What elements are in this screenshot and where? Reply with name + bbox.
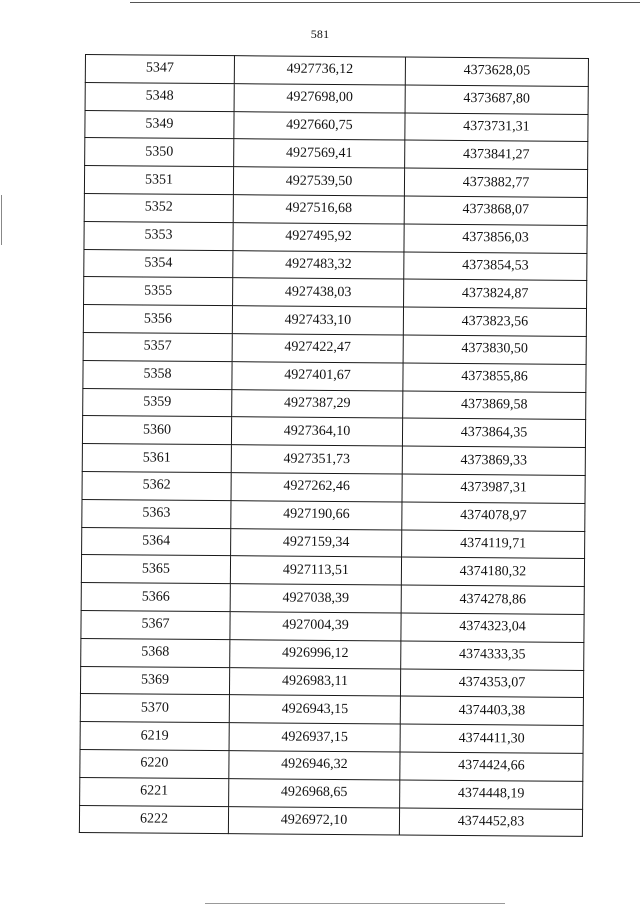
- y-coordinate-cell: 4373869,33: [402, 446, 585, 475]
- y-coordinate-cell: 4374278,86: [401, 585, 584, 614]
- point-number-cell: 5355: [84, 277, 233, 306]
- table-row: [80, 749, 583, 781]
- point-number-cell: 5363: [82, 499, 231, 528]
- table-row: [79, 805, 582, 837]
- table-row: [85, 55, 588, 87]
- x-coordinate-cell: 4927038,39: [230, 584, 401, 613]
- y-coordinate-cell: 4373824,87: [404, 279, 587, 308]
- point-number-cell: 5350: [85, 138, 234, 167]
- x-coordinate-cell: 4926946,32: [229, 751, 400, 780]
- x-coordinate-cell: 4927113,51: [230, 556, 401, 585]
- point-number-cell: 5360: [82, 416, 231, 445]
- point-number-cell: 5348: [85, 82, 234, 111]
- table-row: [81, 638, 584, 670]
- x-coordinate-cell: 4926968,65: [229, 778, 400, 807]
- x-coordinate-cell: 4927483,32: [233, 250, 404, 279]
- y-coordinate-cell: 4373687,80: [405, 85, 588, 114]
- x-coordinate-cell: 4927422,47: [232, 334, 403, 363]
- table-row: [85, 82, 588, 114]
- point-number-cell: 5367: [81, 610, 230, 639]
- x-coordinate-cell: 4927004,39: [230, 612, 401, 641]
- x-coordinate-cell: 4926996,12: [230, 639, 401, 668]
- table-row: [84, 221, 587, 253]
- y-coordinate-cell: 4373864,35: [402, 418, 585, 447]
- y-coordinate-cell: 4374323,04: [401, 613, 584, 642]
- x-coordinate-cell: 4927433,10: [232, 306, 403, 335]
- page-number: 581: [310, 27, 330, 41]
- left-edge-mark: [1, 195, 2, 245]
- point-number-cell: 5349: [85, 110, 234, 139]
- y-coordinate-cell: 4374411,30: [400, 724, 583, 753]
- table-body: [79, 55, 588, 837]
- y-coordinate-cell: 4374424,66: [400, 752, 583, 781]
- y-coordinate-cell: 4373823,56: [403, 307, 586, 336]
- coordinates-table: [79, 54, 589, 837]
- point-number-cell: 5352: [84, 193, 233, 222]
- point-number-cell: 5364: [82, 527, 231, 556]
- x-coordinate-cell: 4926937,15: [229, 723, 400, 752]
- x-coordinate-cell: 4927351,73: [231, 445, 402, 474]
- x-coordinate-cell: 4927438,03: [233, 278, 404, 307]
- x-coordinate-cell: 4926972,10: [228, 806, 399, 835]
- y-coordinate-cell: 4373841,27: [405, 140, 588, 169]
- point-number-cell: 5370: [80, 694, 229, 723]
- x-coordinate-cell: 4927387,29: [232, 389, 403, 418]
- table-row: [80, 694, 583, 726]
- point-number-cell: 6219: [80, 722, 229, 751]
- bottom-edge-rule: [205, 903, 505, 904]
- point-number-cell: 5354: [84, 249, 233, 278]
- y-coordinate-cell: 4374078,97: [402, 502, 585, 531]
- x-coordinate-cell: 4927516,68: [233, 195, 404, 224]
- point-number-cell: 5366: [81, 583, 230, 612]
- point-number-cell: 5368: [81, 638, 230, 667]
- point-number-cell: 5353: [84, 221, 233, 250]
- point-number-cell: 5357: [83, 332, 232, 361]
- y-coordinate-cell: 4373869,58: [403, 391, 586, 420]
- point-number-cell: 5358: [83, 360, 232, 389]
- point-number-cell: 5359: [83, 388, 232, 417]
- point-number-cell: 5347: [85, 55, 234, 84]
- point-number-cell: 5369: [80, 666, 229, 695]
- x-coordinate-cell: 4927190,66: [231, 500, 402, 529]
- table-row: [81, 610, 584, 642]
- point-number-cell: 6220: [80, 749, 229, 778]
- x-coordinate-cell: 4927364,10: [231, 417, 402, 446]
- x-coordinate-cell: 4927495,92: [233, 222, 404, 251]
- x-coordinate-cell: 4926983,11: [229, 667, 400, 696]
- table-row: [84, 193, 587, 225]
- table-row: [84, 277, 587, 309]
- coordinates-table-container: [79, 54, 585, 837]
- y-coordinate-cell: 4373731,31: [405, 113, 588, 142]
- x-coordinate-cell: 4927736,12: [234, 56, 405, 85]
- point-number-cell: 5365: [81, 555, 230, 584]
- point-number-cell: 5362: [82, 471, 231, 500]
- x-coordinate-cell: 4927539,50: [233, 167, 404, 196]
- y-coordinate-cell: 4373854,53: [404, 252, 587, 281]
- top-edge-rule: [130, 2, 640, 3]
- table-row: [80, 722, 583, 754]
- y-coordinate-cell: 4374119,71: [402, 530, 585, 559]
- table-row: [80, 777, 583, 809]
- y-coordinate-cell: 4373882,77: [404, 168, 587, 197]
- x-coordinate-cell: 4927159,34: [231, 528, 402, 557]
- x-coordinate-cell: 4927698,00: [234, 83, 405, 112]
- x-coordinate-cell: 4927569,41: [234, 139, 405, 168]
- table-row: [85, 138, 588, 170]
- point-number-cell: 5351: [84, 166, 233, 195]
- table-row: [82, 444, 585, 476]
- table-row: [82, 499, 585, 531]
- y-coordinate-cell: 4373628,05: [405, 57, 588, 86]
- table-row: [85, 110, 588, 142]
- table-row: [82, 471, 585, 503]
- table-row: [83, 388, 586, 420]
- y-coordinate-cell: 4374333,35: [401, 641, 584, 670]
- table-row: [84, 249, 587, 281]
- y-coordinate-cell: 4374448,19: [400, 780, 583, 809]
- point-number-cell: 6221: [80, 777, 229, 806]
- point-number-cell: 6222: [79, 805, 228, 834]
- table-row: [83, 332, 586, 364]
- y-coordinate-cell: 4373987,31: [402, 474, 585, 503]
- y-coordinate-cell: 4374452,83: [399, 808, 582, 837]
- table-row: [80, 666, 583, 698]
- y-coordinate-cell: 4373856,03: [404, 224, 587, 253]
- y-coordinate-cell: 4374403,38: [400, 696, 583, 725]
- x-coordinate-cell: 4927401,67: [232, 361, 403, 390]
- table-row: [82, 416, 585, 448]
- table-row: [82, 527, 585, 559]
- y-coordinate-cell: 4374180,32: [401, 557, 584, 586]
- table-row: [84, 166, 587, 198]
- point-number-cell: 5356: [83, 305, 232, 334]
- table-row: [83, 305, 586, 337]
- table-row: [81, 583, 584, 615]
- x-coordinate-cell: 4927262,46: [231, 473, 402, 502]
- y-coordinate-cell: 4373830,50: [403, 335, 586, 364]
- table-row: [83, 360, 586, 392]
- x-coordinate-cell: 4927660,75: [234, 111, 405, 140]
- point-number-cell: 5361: [82, 444, 231, 473]
- y-coordinate-cell: 4374353,07: [400, 669, 583, 698]
- table-row: [81, 555, 584, 587]
- y-coordinate-cell: 4373855,86: [403, 363, 586, 392]
- x-coordinate-cell: 4926943,15: [229, 695, 400, 724]
- y-coordinate-cell: 4373868,07: [404, 196, 587, 225]
